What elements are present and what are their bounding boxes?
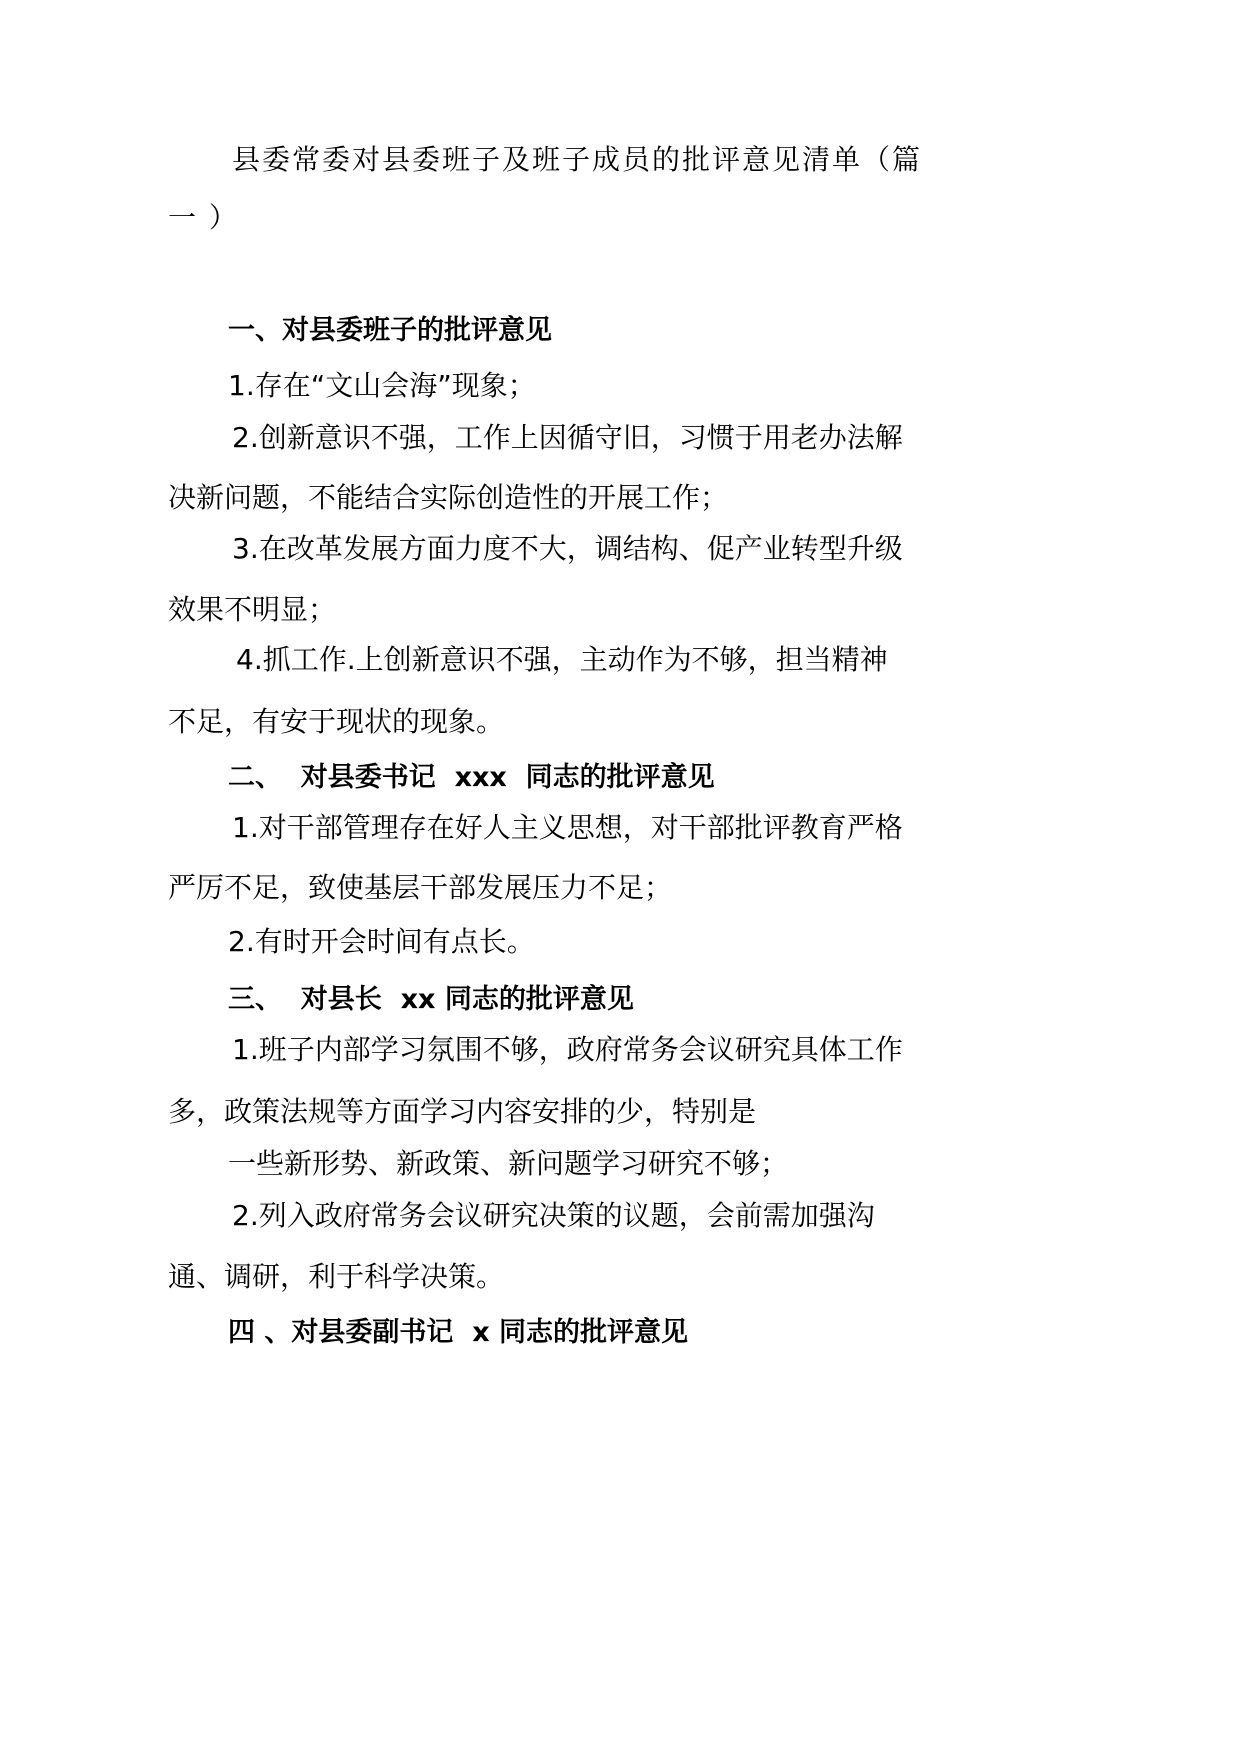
section-1-item-2-line-1: 2.创新意识不强，工作上因循守旧，习惯于用老办法解 — [232, 421, 903, 454]
section-1-item-1: 1.存在“文山会海”现象； — [228, 369, 536, 402]
document-title-line-1: 县委常委对县委班子及班子成员的批评意见清单（篇 — [232, 143, 923, 176]
document-title-line-2: 一 ） — [168, 201, 239, 234]
section-1-item-3-line-2: 效果不明显； — [168, 593, 337, 626]
section-heading-4: 四 、对县委副书记 x 同志的批评意见 — [228, 1317, 689, 1348]
section-heading-2: 二、 对县委书记 xxx 同志的批评意见 — [228, 762, 715, 793]
section-1-item-3-line-1: 3.在改革发展方面力度不大，调结构、促产业转型升级 — [232, 532, 903, 565]
section-3-item-1-line-1: 1.班子内部学习氛围不够，政府常务会议研究具体工作 — [232, 1033, 903, 1066]
section-2-item-2: 2.有时开会时间有点长。 — [228, 925, 535, 958]
section-3-item-1-line-3: 一些新形势、新政策、新问题学习研究不够； — [228, 1147, 789, 1180]
section-3-item-2-line-1: 2.列入政府常务会议研究决策的议题，会前需加强沟 — [232, 1199, 875, 1232]
section-2-item-1-line-1: 1.对干部管理存在好人主义思想，对干部批评教育严格 — [232, 811, 903, 844]
section-3-item-2-line-2: 通、调研，利于科学决策。 — [168, 1260, 505, 1293]
section-2-item-1-line-2: 严厉不足，致使基层干部发展压力不足； — [168, 871, 673, 904]
section-1-item-2-line-2: 决新问题，不能结合实际创造性的开展工作； — [168, 481, 729, 514]
section-heading-3: 三、 对县长 xx 同志的批评意见 — [228, 984, 634, 1015]
section-3-item-1-line-2: 多，政策法规等方面学习内容安排的少，特别是 — [168, 1095, 757, 1128]
section-1-item-4-line-2: 不足，有安于现状的现象。 — [168, 705, 505, 738]
section-1-item-4-line-1: 4.抓工作.上创新意识不强，主动作为不够，担当精神 — [236, 643, 888, 676]
section-heading-1: 一、对县委班子的批评意见 — [228, 315, 552, 346]
